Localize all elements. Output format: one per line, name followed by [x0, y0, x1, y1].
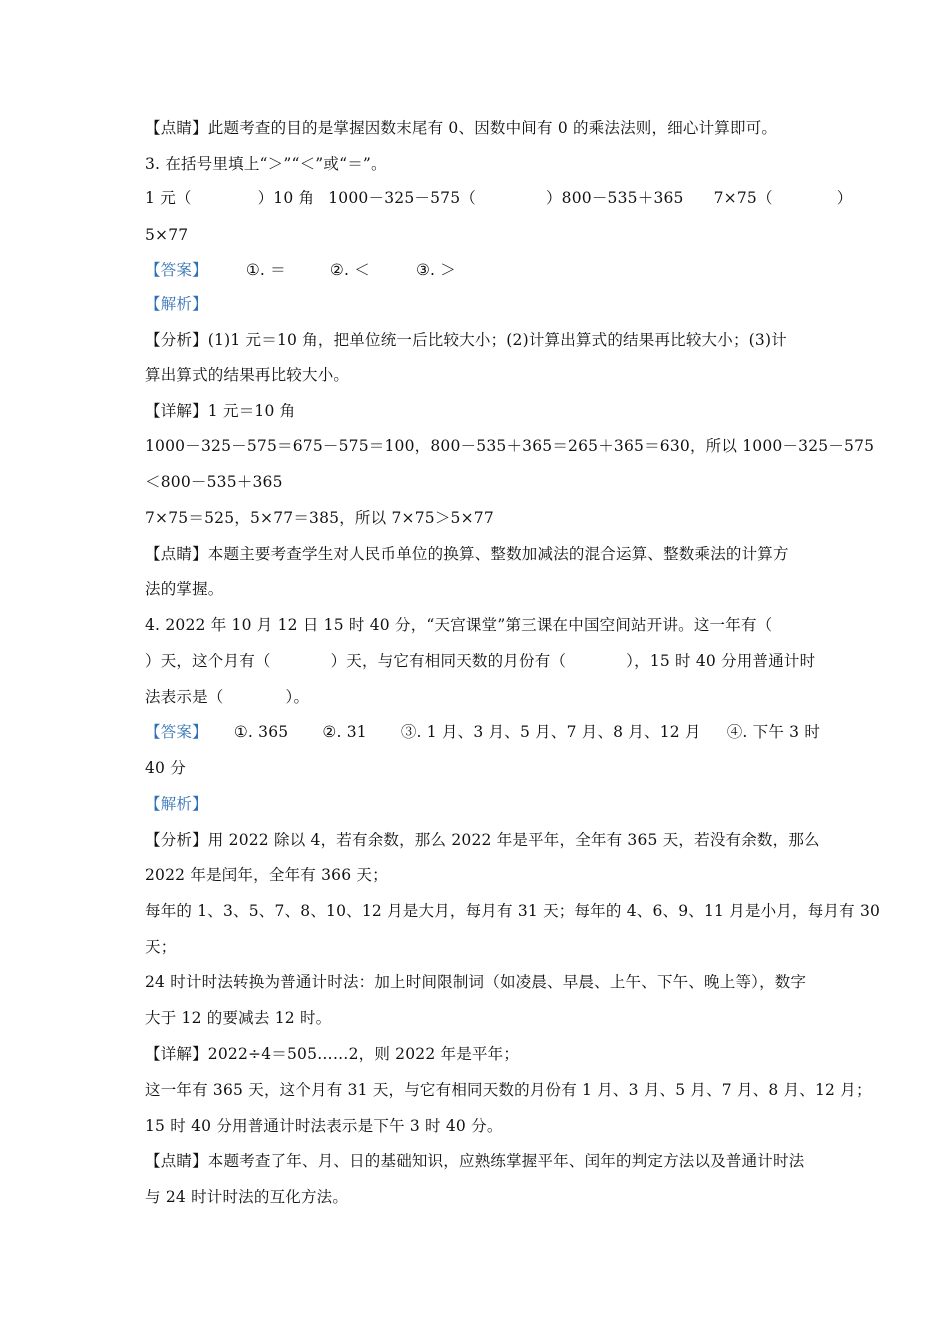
q3-xiangjie-4: 7×75＝525，5×77＝385，所以 7×75＞5×77 — [145, 509, 494, 527]
q4-answer-1: ①. 365 — [233, 723, 289, 741]
q3-fenxi-1: 【分析】(1)1 元＝10 角，把单位统一后比较大小；(2)计算出算式的结果再比较大小；(3)计 — [145, 331, 787, 349]
q3-xiangjie-2: 1000－325－575＝675－575＝100，800－535＋365＝265＋365＝630，所以 1000－325－575 — [145, 437, 875, 455]
q4-stem-2c: ），15 时 40 分用普通计时 — [626, 652, 816, 670]
q4-xiangjie-3: 15 时 40 分用普通计时法表示是下午 3 时 40 分。 — [145, 1117, 503, 1135]
q4-fenxi-2: 2022 年是闰年，全年有 366 天； — [145, 866, 388, 884]
q3-xiangjie-3: ＜800－535＋365 — [145, 473, 283, 491]
q4-answer-3: ③. 1 月、3 月、5 月、7 月、8 月、12 月 — [400, 723, 701, 741]
q3-answer-1: ①. ＝ — [245, 261, 286, 279]
q4-fenxi-1: 【分析】用 2022 除以 4，若有余数，那么 2022 年是平年，全年有 365 天，若没有余数，那么 — [145, 831, 820, 849]
q3-dianjing-1: 【点睛】本题主要考查学生对人民币单位的换算、整数加减法的混合运算、整数乘法的计算方 — [145, 545, 789, 563]
q3-answer-3: ③. ＞ — [415, 261, 456, 279]
q4-fenxi-5: 24 时计时法转换为普通计时法：加上时间限制词（如凌晨、早晨、上午、下午、晚上等），数字 — [145, 973, 807, 991]
q3-answer-2: ②. ＜ — [329, 261, 370, 279]
q3-item-c: 7×75（ — [713, 189, 773, 207]
q4-fenxi-6: 大于 12 的要减去 12 时。 — [145, 1009, 332, 1027]
q3-answer — [145, 260, 456, 280]
q3-item-a: 1 元（ — [145, 189, 192, 207]
q4-stem-2 — [145, 651, 815, 671]
q4-stem-1: 4. 2022 年 10 月 12 日 15 时 40 分，“天宫课堂”第三课在中国空间站开讲。这一年有（ — [145, 616, 773, 634]
q3-stem: 3. 在括号里填上“＞”“＜”或“＝”。 — [145, 155, 387, 173]
q3-item-b: 1000－325－575（ — [328, 189, 476, 207]
q3-item-b2: ）800－535＋365 — [545, 189, 684, 207]
q4-xiangjie-1: 【详解】2022÷4＝505……2，则 2022 年是平年； — [145, 1045, 520, 1063]
q3-item-a2: ）10 角 — [257, 189, 315, 207]
q4-fenxi-3: 每年的 1、3、5、7、8、10、12 月是大月，每月有 31 天；每年的 4、6、9、11 月是小月，每月有 30 — [145, 902, 881, 920]
q3-jiexi: 【解析】 — [145, 295, 208, 313]
q4-answer-label: 【答案】 — [145, 723, 208, 741]
q4-fenxi-4: 天； — [145, 938, 177, 956]
q2-dianjing: 【点睛】此题考查的目的是掌握因数末尾有 0、因数中间有 0 的乘法法则，细心计算即可。 — [145, 119, 778, 137]
q3-fenxi-2: 算出算式的结果再比较大小。 — [145, 366, 350, 384]
q4-stem-2b: ）天，与它有相同天数的月份有（ — [330, 652, 567, 670]
q3-item-c2: ） — [836, 189, 853, 207]
q4-jiexi: 【解析】 — [145, 795, 208, 813]
q4-stem-3a: 法表示是（ — [145, 688, 224, 706]
q3-answer-label: 【答案】 — [145, 261, 208, 279]
q4-dianjing-2: 与 24 时计时法的互化方法。 — [145, 1188, 349, 1206]
q4-answer — [145, 722, 820, 742]
q4-answer-cont: 40 分 — [145, 759, 186, 777]
q3-items-line2: 5×77 — [145, 226, 189, 244]
q4-stem-3b: ）。 — [285, 688, 310, 706]
q4-dianjing-1: 【点睛】本题考查了年、月、日的基础知识，应熟练掌握平年、闰年的判定方法以及普通计时法 — [145, 1152, 805, 1170]
q4-stem-3 — [145, 687, 309, 707]
q3-items-line1 — [145, 188, 852, 208]
q4-stem-2a: ）天，这个月有（ — [145, 652, 271, 670]
q3-dianjing-2: 法的掌握。 — [145, 580, 224, 598]
q4-answer-2: ②. 31 — [322, 723, 367, 741]
q4-answer-4: ④. 下午 3 时 — [726, 723, 821, 741]
q3-xiangjie-1: 【详解】1 元＝10 角 — [145, 402, 296, 420]
q4-xiangjie-2: 这一年有 365 天，这个月有 31 天，与它有相同天数的月份有 1 月、3 月、5 月、7 月、8 月、12 月； — [145, 1081, 872, 1099]
